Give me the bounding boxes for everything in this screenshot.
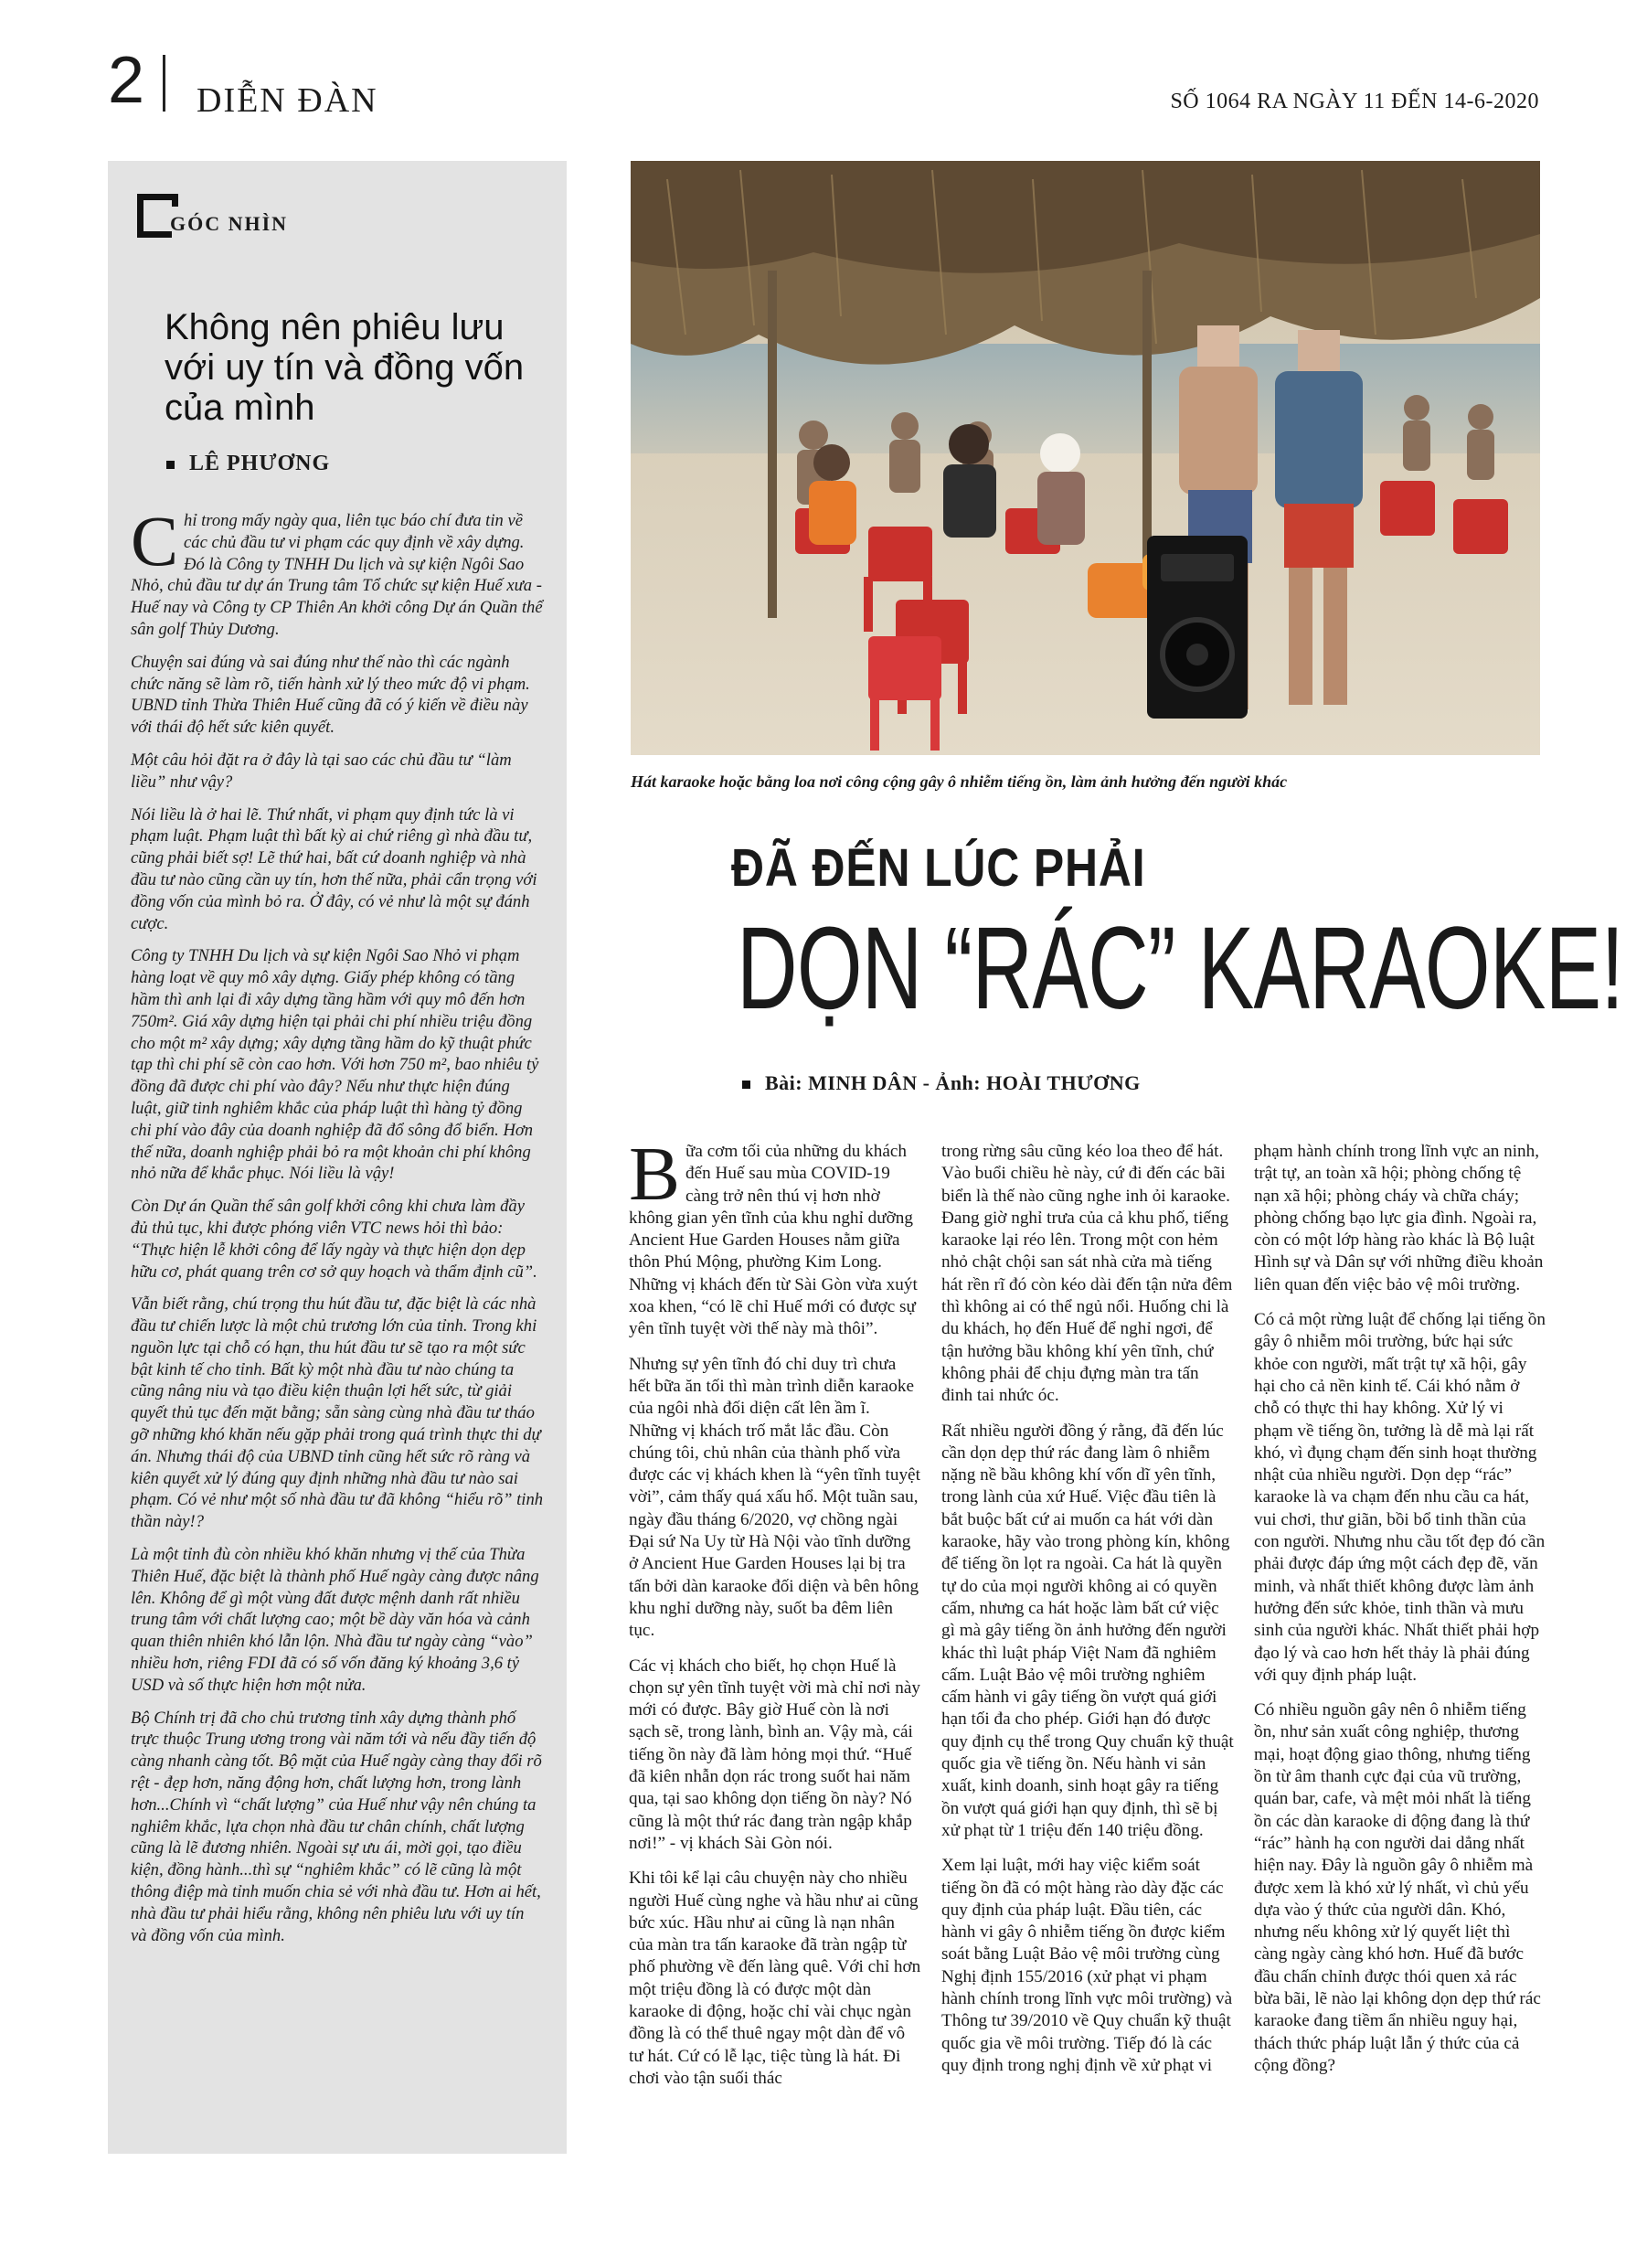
article-paragraph: phạm hành chính trong lĩnh vực an ninh, trật tự, an toàn xã hội; phòng chống tệ nạn xã hội; phòng cháy và chữa cháy; phòng chống bạo lực gia đình. Ngoài ra, còn có một lớp hàng rào khác là Bộ luật Hình sự và Dân sự với những điều khoản liên quan đến việc bảo vệ môi trường. [1254,1142,1544,1294]
column-label: GÓC NHÌN [170,212,289,235]
article-paragraph: Nhưng sự yên tĩnh đó chỉ duy trì chưa hết bữa ăn tối thì màn trình diễn karaoke của ngôi nhà đối diện cất lên ầm ĩ. Những vị khách trố mắt lắc đầu. Còn chúng tôi, chủ nhân của thành phố vừa được các vị khách khen là “yên tĩnh tuyệt vời”, cảm thấy quá xấu hổ. Một tuần sau, ngày đầu tháng 6/2020, vợ chồng ngài Đại sứ Na Uy từ Hà Nội vào tĩnh dưỡng ở Ancient Hue Garden Houses lại bị tra tấn bởi dàn karaoke đối diện và bên hông khu nghỉ dưỡng này, suốt ba đêm liên tục. [629,1354,920,1641]
article-headline: DỌN “RÁC” KARAOKE! [737,903,1624,1034]
article-paragraph: Xem lại luật, mới hay việc kiểm soát tiếng ồn đã có một hàng rào dày đặc các quy định của pháp luật. Đầu tiên, các hành vi gây ô nhiễm tiếng ồn được kiểm soát bằng Luật Bảo vệ môi trường cùng Nghị định 155/2016 (xử phạt vi phạm hành chính trong lĩnh vực môi trường) và Thông tư 39/2010 về Quy chuẩn kỹ thuật quốc gia về môi trường. Tiếp đó là các quy định trong nghị định về xử phạt vi [941,1856,1233,2075]
sidebar-paragraph: Vẫn biết rằng, chú trọng thu hút đầu tư, đặc biệt là các nhà đầu tư chiến lược là một chủ trương lớn của tỉnh. Trong khi nguồn lực tại chỗ có hạn, thu hút đầu tư sẽ tạo ra một sức bật kinh tế cho tỉnh. Bất kỳ một nhà đầu tư nào chúng ta cũng nâng niu và tạo điều kiện thuận lợi hết sức, từ giải quyết thủ tục đến mặt bằng; sẵn sàng cùng nhà đầu tư tháo gỡ những khó khăn nếu gặp phải trong quá trình thực thi dự án. Nhưng thái độ của UBND tỉnh cũng hết sức rõ ràng và kiên quyết xử lý đúng quy định những nhà đầu tư nào sai phạm. Có vẻ như một số nhà đầu tư đã không “hiểu rõ” tinh thần này!? [131,1294,544,1532]
article-kicker: ĐÃ ĐẾN LÚC PHẢI [731,838,1146,898]
sidebar-paragraph: Một câu hỏi đặt ra ở đây là tại sao các chủ đầu tư “làm liều” như vậy? [131,750,512,792]
article-paragraph: Có cả một rừng luật để chống lại tiếng ồn gây ô nhiễm môi trường, bức hại sức khỏe con người, mất trật tự xã hội, gây hại cho cả nền kinh tế. Cái khó nằm ở chỗ có thực thi hay không. Xử lý vi phạm về tiếng ồn, tưởng là dễ mà lại rất khó, vì đụng chạm đến sinh hoạt thường nhật của nhiều người. Dọn dẹp “rác” karaoke là va chạm đến nhu cầu ca hát, vui chơi, thư giãn, bồi bổ tinh thần của con người. Nhưng nhu cầu tốt đẹp đó cần phải được đáp ứng một cách đẹp đẽ, văn minh, và nhất thiết không được làm ảnh hưởng đến sức khỏe, tinh thần và mưu sinh của người khác. Nhất thiết phải hợp đạo lý và cao hơn hết thảy là phải đúng với quy định pháp luật. [1254,1310,1546,1685]
sidebar-paragraph: Chỉ trong mấy ngày qua, liên tục báo chí đưa tin về các chủ đầu tư vi phạm các quy định về xây dựng. Đó là Công ty TNHH Du lịch và sự kiện Ngôi Sao Nhỏ, chủ đầu tư dự án Trung tâm Tổ chức sự kiện Huế xưa - Huế nay và Công ty CP Thiên An khởi công Dự án Quần thể sân golf Thủy Dương. [131,501,543,639]
article-paragraph: Khi tôi kể lại câu chuyện này cho nhiều người Huế cùng nghe và hầu như ai cũng bức xúc. Hầu như ai cũng là nạn nhân của màn tra tấn karaoke đã tràn ngập từ phố phường về đến làng quê. Với chỉ hơn một triệu đồng là có được một dàn karaoke di động, hoặc chỉ vài chục ngàn đồng là có thể thuê ngay một dàn để vô tư hát. Cứ có lễ lạc, tiệc tùng là hát. Đi chơi vào tận suối thác [629,1869,921,2088]
section-title: DIỄN ĐÀN [197,81,378,120]
sidebar-paragraph: Bộ Chính trị đã cho chủ trương tỉnh xây dựng thành phố trực thuộc Trung ương trong vài năm tới và nếu đầy tiến độ càng nhanh càng tốt. Bộ mặt của Huế ngày càng thay đổi rõ rệt - đẹp hơn, năng động hơn, chất lượng hơn, trong lành hơn...Chính vì “chất lượng” của Huế như vậy nên chúng ta nghiêm khắc, lựa chọn nhà đầu tư chân chính, chất lượng cũng là lẽ đương nhiên. Ngoài sự ưu ái, mời gọi, tạo điều kiện, đồng hành...thì sự “nghiêm khắc” có lẽ cũng là một thông điệp mà tỉnh muốn chia sẻ với nhà đầu tư. Hơn ai hết, nhà đầu tư phải hiểu rằng, không nên phiêu lưu với uy tín và đồng vốn của mình. [131,1708,542,1945]
sidebar-paragraph: Còn Dự án Quần thể sân golf khởi công khi chưa làm đầy đủ thủ tục, khi được phóng viên VTC news hỏi thì bảo: “Thực hiện lễ khởi công để lấy ngày và thực hiện dọn dẹp hữu cơ, phát quang trên cơ sở quy hoạch và thẩm định cũ”. [131,1197,537,1282]
article-column-3 [1254,1141,1546,2090]
sidebar-paragraph: Chuyện sai đúng và sai đúng như thế nào thì các ngành chức năng sẽ làm rõ, tiến hành xử lý theo mức độ vi phạm. UBND tỉnh Thừa Thiên Huế cũng đã có ý kiến về điều này với thái độ hết sức kiên quyết. [131,652,530,738]
sidebar-body [131,501,544,1957]
article-paragraph: Có nhiều nguồn gây nên ô nhiễm tiếng ồn, như sản xuất công nghiệp, thương mại, hoạt động giao thông, nhưng tiếng ồn từ âm thanh cực đại của vũ trường, quán bar, cafe, và mệt mỏi nhất là tiếng ồn các dàn karaoke di động đang là thứ “rác” hành hạ con người dai dẳng nhất hiện nay. Đây là nguồn gây ô nhiễm mà được xem là khó xử lý nhất, vì chủ yếu dựa vào ý thức của người dân. Khó, nhưng nếu không xử lý quyết liệt thì càng ngày càng khó hơn. Huế đã bước đầu chấn chỉnh được thói quen xả rác bừa bãi, lẽ nào lại không dọn dẹp thứ rác karaoke đang tiềm ẩn nhiều nguy hại, thách thức pháp luật lẫn ý thức của cả cộng đồng? [1254,1700,1541,2075]
header-divider [163,55,165,112]
article-paragraph: Các vị khách cho biết, họ chọn Huế là chọn sự yên tĩnh tuyệt vời mà chỉ nơi này mới có được. Bây giờ Huế còn là nơi sạch sẽ, trong lành, bình an. Vậy mà, cái tiếng ồn này đã làm hỏng mọi thứ. “Huế đã kiên nhẫn dọn rác trong suốt hai năm qua, tại sao không dọn tiếng ồn này? Nó cũng là một thứ rác đang tràn ngập khắp nơi!” - vị khách Sài Gòn nói. [629,1656,920,1853]
sidebar-paragraph: Là một tỉnh đù còn nhiều khó khăn nhưng vị thế của Thừa Thiên Huế, đặc biệt là thành phố Huế ngày càng được nâng lên. Không để gì một vùng đất được mệnh danh rất nhiều trung tâm với chất lượng cao; một bề dày văn hóa và cảnh quan thiên nhiên khó lẫn lộn. Nhà đầu tư ngày càng “vào” nhiều hơn, riêng FDI đã có số vốn đăng ký khoảng 3,6 tỷ USD và số thực hiện hơn một nửa. [131,1545,539,1695]
issue-info: SỐ 1064 RA NGÀY 11 ĐẾN 14-6-2020 [1170,90,1539,113]
sidebar-paragraph: Nói liều là ở hai lẽ. Thứ nhất, vi phạm quy định tức là vi phạm luật. Phạm luật thì bất kỳ ai chứ riêng gì nhà đầu tư, cũng phải biết sợ! Lẽ thứ hai, bất cứ doanh nghiệp và nhà đầu tư nào cũng cần uy tín, hơn thế nữa, phải cẩn trọng với đồng vốn của mình bỏ ra. Ở đây, có vẻ như là một sự đánh cược. [131,804,537,933]
sidebar-title: Không nên phiêu lưu với uy tín và đồng vốn của mình [165,307,525,428]
article-column-1 [629,1132,921,2103]
article-byline: Bài: MINH DÂN - Ảnh: HOÀI THƯƠNG [742,1071,1141,1095]
column-logo-icon [137,194,172,238]
photo-caption: Hát karaoke hoặc bằng loa nơi công cộng gây ô nhiễm tiếng ồn, làm ảnh hưởng đến người khác [631,772,1288,791]
page-number: 2 [108,44,145,117]
article-paragraph: Bữa cơm tối của những du khách đến Huế sau mùa COVID-19 càng trở nên thú vị hơn nhờ không gian yên tĩnh của khu nghỉ dưỡng Ancient Hue Garden Houses nằm giữa thôn Phú Mộng, phường Kim Long. Những vị khách đến từ Sài Gòn vừa xuýt xoa khen, “có lẽ chỉ Huế mới có được sự yên tĩnh tuyệt vời thế này mà thôi”. [629,1132,918,1339]
article-column-2 [941,1141,1234,2090]
sidebar-paragraph: Công ty TNHH Du lịch và sự kiện Ngôi Sao Nhỏ vi phạm hàng loạt về quy mô xây dựng. Giấy phép không có tầng hầm thì anh lại đi xây dựng tầng hầm với quy mô đến hơn 750m². Giá xây dựng hiện tại phải chi phí nhiều triệu đồng cho một m² xây dựng; xây dựng tầng hầm do kỹ thuật phức tạp thì chi phí sẽ còn cao hơn. Với hơn 750 m², bao nhiêu tỷ đồng đã được chi phí vào đây? Nếu như thực hiện đúng luật, giữ tinh nghiêm khắc của pháp luật thì hàng tỷ đồng chi phí vào đây của doanh nghiệp đã đổ sông đổ biển. Hơn thế nữa, doanh nghiệp phải bỏ ra một khoản chi phí không nhỏ nữa để khắc phục. Nói liều là vậy! [131,946,539,1184]
article-paragraph: Rất nhiều người đồng ý rằng, đã đến lúc cần dọn dẹp thứ rác đang làm ô nhiễm nặng nề bầu không khí vốn dĩ yên tĩnh, trong lành của xứ Huế. Việc đầu tiên là bắt buộc bất cứ ai muốn ca hát với dàn karaoke, hãy vào trong phòng kín, không để tiếng ồn lọt ra ngoài. Ca hát là quyền tự do của mọi người không ai có quyền cấm, nhưng ca hát hoặc làm bất cứ việc gì mà gây tiếng ồn ảnh hưởng đến người khác thì luật pháp Việt Nam đã nghiêm cấm. Luật Bảo vệ môi trường nghiêm cấm hành vi gây tiếng ồn vượt quá giới hạn tối đa cho phép. Giới hạn đó được quy định cụ thể trong Quy chuẩn kỹ thuật quốc gia về tiếng ồn. Nếu hành vi sản xuất, kinh doanh, sinh hoạt gây ra tiếng ồn vượt quá giới hạn quy định, thì sẽ bị xử phạt từ 1 triệu đến 140 triệu đồng. [941,1421,1234,1840]
article-photo [631,161,1540,755]
article-paragraph: trong rừng sâu cũng kéo loa theo để hát. Vào buổi chiều hè này, cứ đi đến các bãi biển là thế nào cũng nghe inh ỏi karaoke. Đang giờ nghỉ trưa của cả khu phố, tiếng karaoke lại réo lên. Trong một con hẻm nhỏ chật chội san sát nhà cửa mà tiếng hát rền rĩ đó còn kéo dài đến tận nửa đêm thì không ai có thể ngủ nổi. Huống chi là du khách, họ đến Huế để nghỉ ngơi, để tận hưởng bầu không khí yên tĩnh, chứ không phải để chịu đựng màn tra tấn đinh tai nhức óc. [941,1142,1233,1406]
sidebar-author: LÊ PHƯƠNG [166,452,330,476]
